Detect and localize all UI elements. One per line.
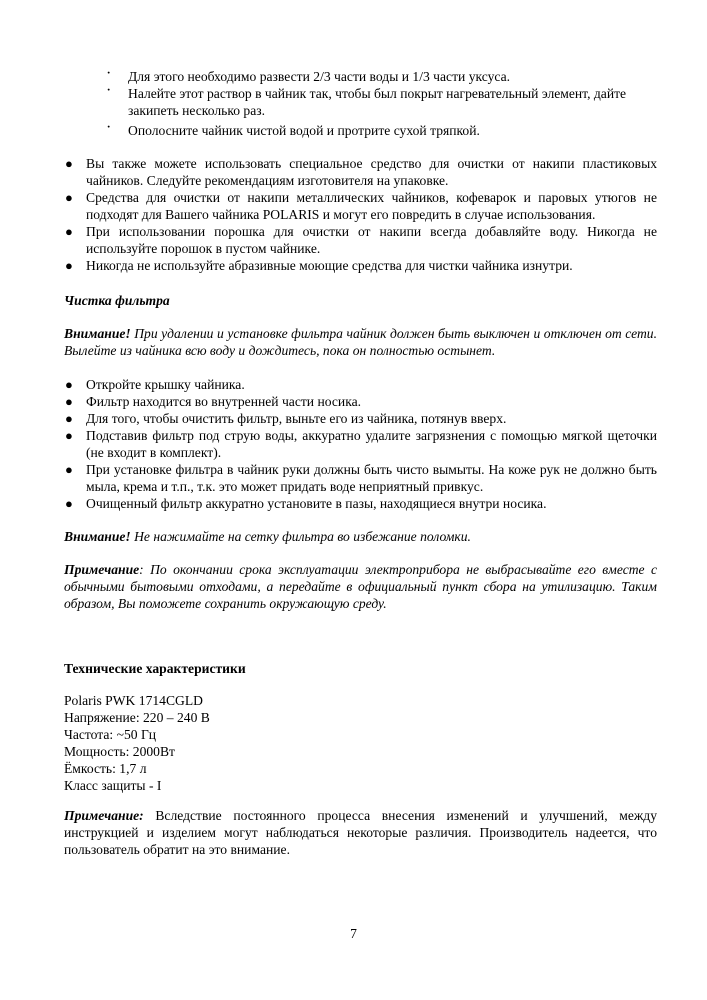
spec-line: Ёмкость: 1,7 л: [64, 761, 147, 776]
bullet-icon: ·: [106, 82, 112, 99]
page-number: 7: [350, 926, 357, 941]
list-item: · Налейте этот раствор в чайник так, чтобы был покрыт нагревательный элемент, дайте закипеть несколько раз.: [106, 82, 627, 118]
list-item: ● При установке фильтра в чайник руки должны быть чисто вымыты. На коже рук не должно быть мыла, крема и т.п., т.к. это может придать воде неприятный привкус.: [65, 462, 657, 494]
bullet-icon: ●: [65, 496, 73, 511]
filter-steps: [64, 376, 657, 512]
bullet-icon: ●: [65, 258, 73, 273]
list-item: ● Фильтр находится во внутренней части носика.: [65, 394, 362, 409]
spec-line: Класс защиты - I: [64, 778, 162, 793]
bullet-icon: ·: [106, 119, 112, 136]
warning-label: Внимание!: [64, 529, 131, 544]
list-item: · Ополосните чайник чистой водой и протрите сухой тряпкой.: [106, 119, 480, 138]
list-item: ● При использовании порошка для очистки от накипи всегда добавляйте воду. Никогда не используйте порошок в пустом чайнике.: [65, 224, 657, 256]
bullet-icon: ●: [65, 428, 73, 443]
list-item: ● Откройте крышку чайника.: [65, 377, 245, 392]
filter-warning-2: Внимание! Не нажимайте на сетку фильтра во избежание поломки.: [64, 529, 471, 544]
final-note: Примечание: Вследствие постоянного процесса внесения изменений и улучшений, между инструкцией и изделием могут наблюдаться некоторые различия. Производитель надеется, что пользователь обратит на это внимание.: [64, 808, 657, 857]
filter-warning: Внимание! При удалении и установке фильтра чайник должен быть выключен и отключен от сети. Вылейте из чайника всю воду и дождитесь, пока он полностью остынет.: [64, 326, 657, 358]
list-item: ● Средства для очистки от накипи металлических чайников, кофеварок и паровых утюгов не подходят для Вашего чайника POLARIS и могут его повредить в случае использования.: [65, 190, 657, 222]
bullet-icon: ●: [65, 190, 73, 205]
spec-line: Polaris PWK 1714CGLD: [64, 693, 203, 708]
list-item: ● Вы также можете использовать специальное средство для очистки от накипи пластиковых чайников. Следуйте рекомендациям изготовителя на упаковке.: [65, 156, 657, 188]
spec-line: Напряжение: 220 – 240 В: [64, 710, 210, 725]
specs-title: Технические характеристики: [64, 661, 246, 676]
list-item: · Для этого необходимо развести 2/3 части воды и 1/3 части уксуса.: [106, 65, 511, 84]
specs-list: [64, 692, 657, 794]
bullet-icon: ●: [65, 394, 73, 409]
descaling-notes: [64, 155, 657, 274]
bullet-icon: ●: [65, 462, 73, 477]
spec-line: Мощность: 2000Вт: [64, 744, 175, 759]
filter-section-title: Чистка фильтра: [64, 293, 170, 308]
note-label: Примечание: [64, 562, 140, 577]
list-item: ● Для того, чтобы очистить фильтр, выньте его из чайника, потянув вверх.: [65, 411, 507, 426]
note-label: Примечание:: [64, 808, 144, 823]
bullet-icon: ·: [106, 65, 112, 82]
bullet-icon: ●: [65, 411, 73, 426]
bullet-icon: ●: [65, 377, 73, 392]
warning-label: Внимание!: [64, 326, 131, 341]
descaling-steps: [106, 65, 658, 139]
list-item: ● Никогда не используйте абразивные моющие средства для чистки чайника изнутри.: [65, 258, 573, 273]
bullet-icon: ●: [65, 224, 73, 239]
bullet-icon: ●: [65, 156, 73, 171]
list-item: ● Очищенный фильтр аккуратно установите в пазы, находящиеся внутри носика.: [65, 496, 547, 511]
list-item: ● Подставив фильтр под струю воды, аккуратно удалите загрязнения с помощью мягкой щеточки (не входит в комплект).: [65, 428, 657, 460]
spec-line: Частота: ~50 Гц: [64, 727, 157, 742]
disposal-note: Примечание: По окончании срока эксплуатации электроприбора не выбрасывайте его вместе с обычными бытовыми отходами, а передайте в официальный пункт сбора на утилизацию. Таким образом, Вы поможете сохранить окружающую среду.: [64, 562, 657, 611]
